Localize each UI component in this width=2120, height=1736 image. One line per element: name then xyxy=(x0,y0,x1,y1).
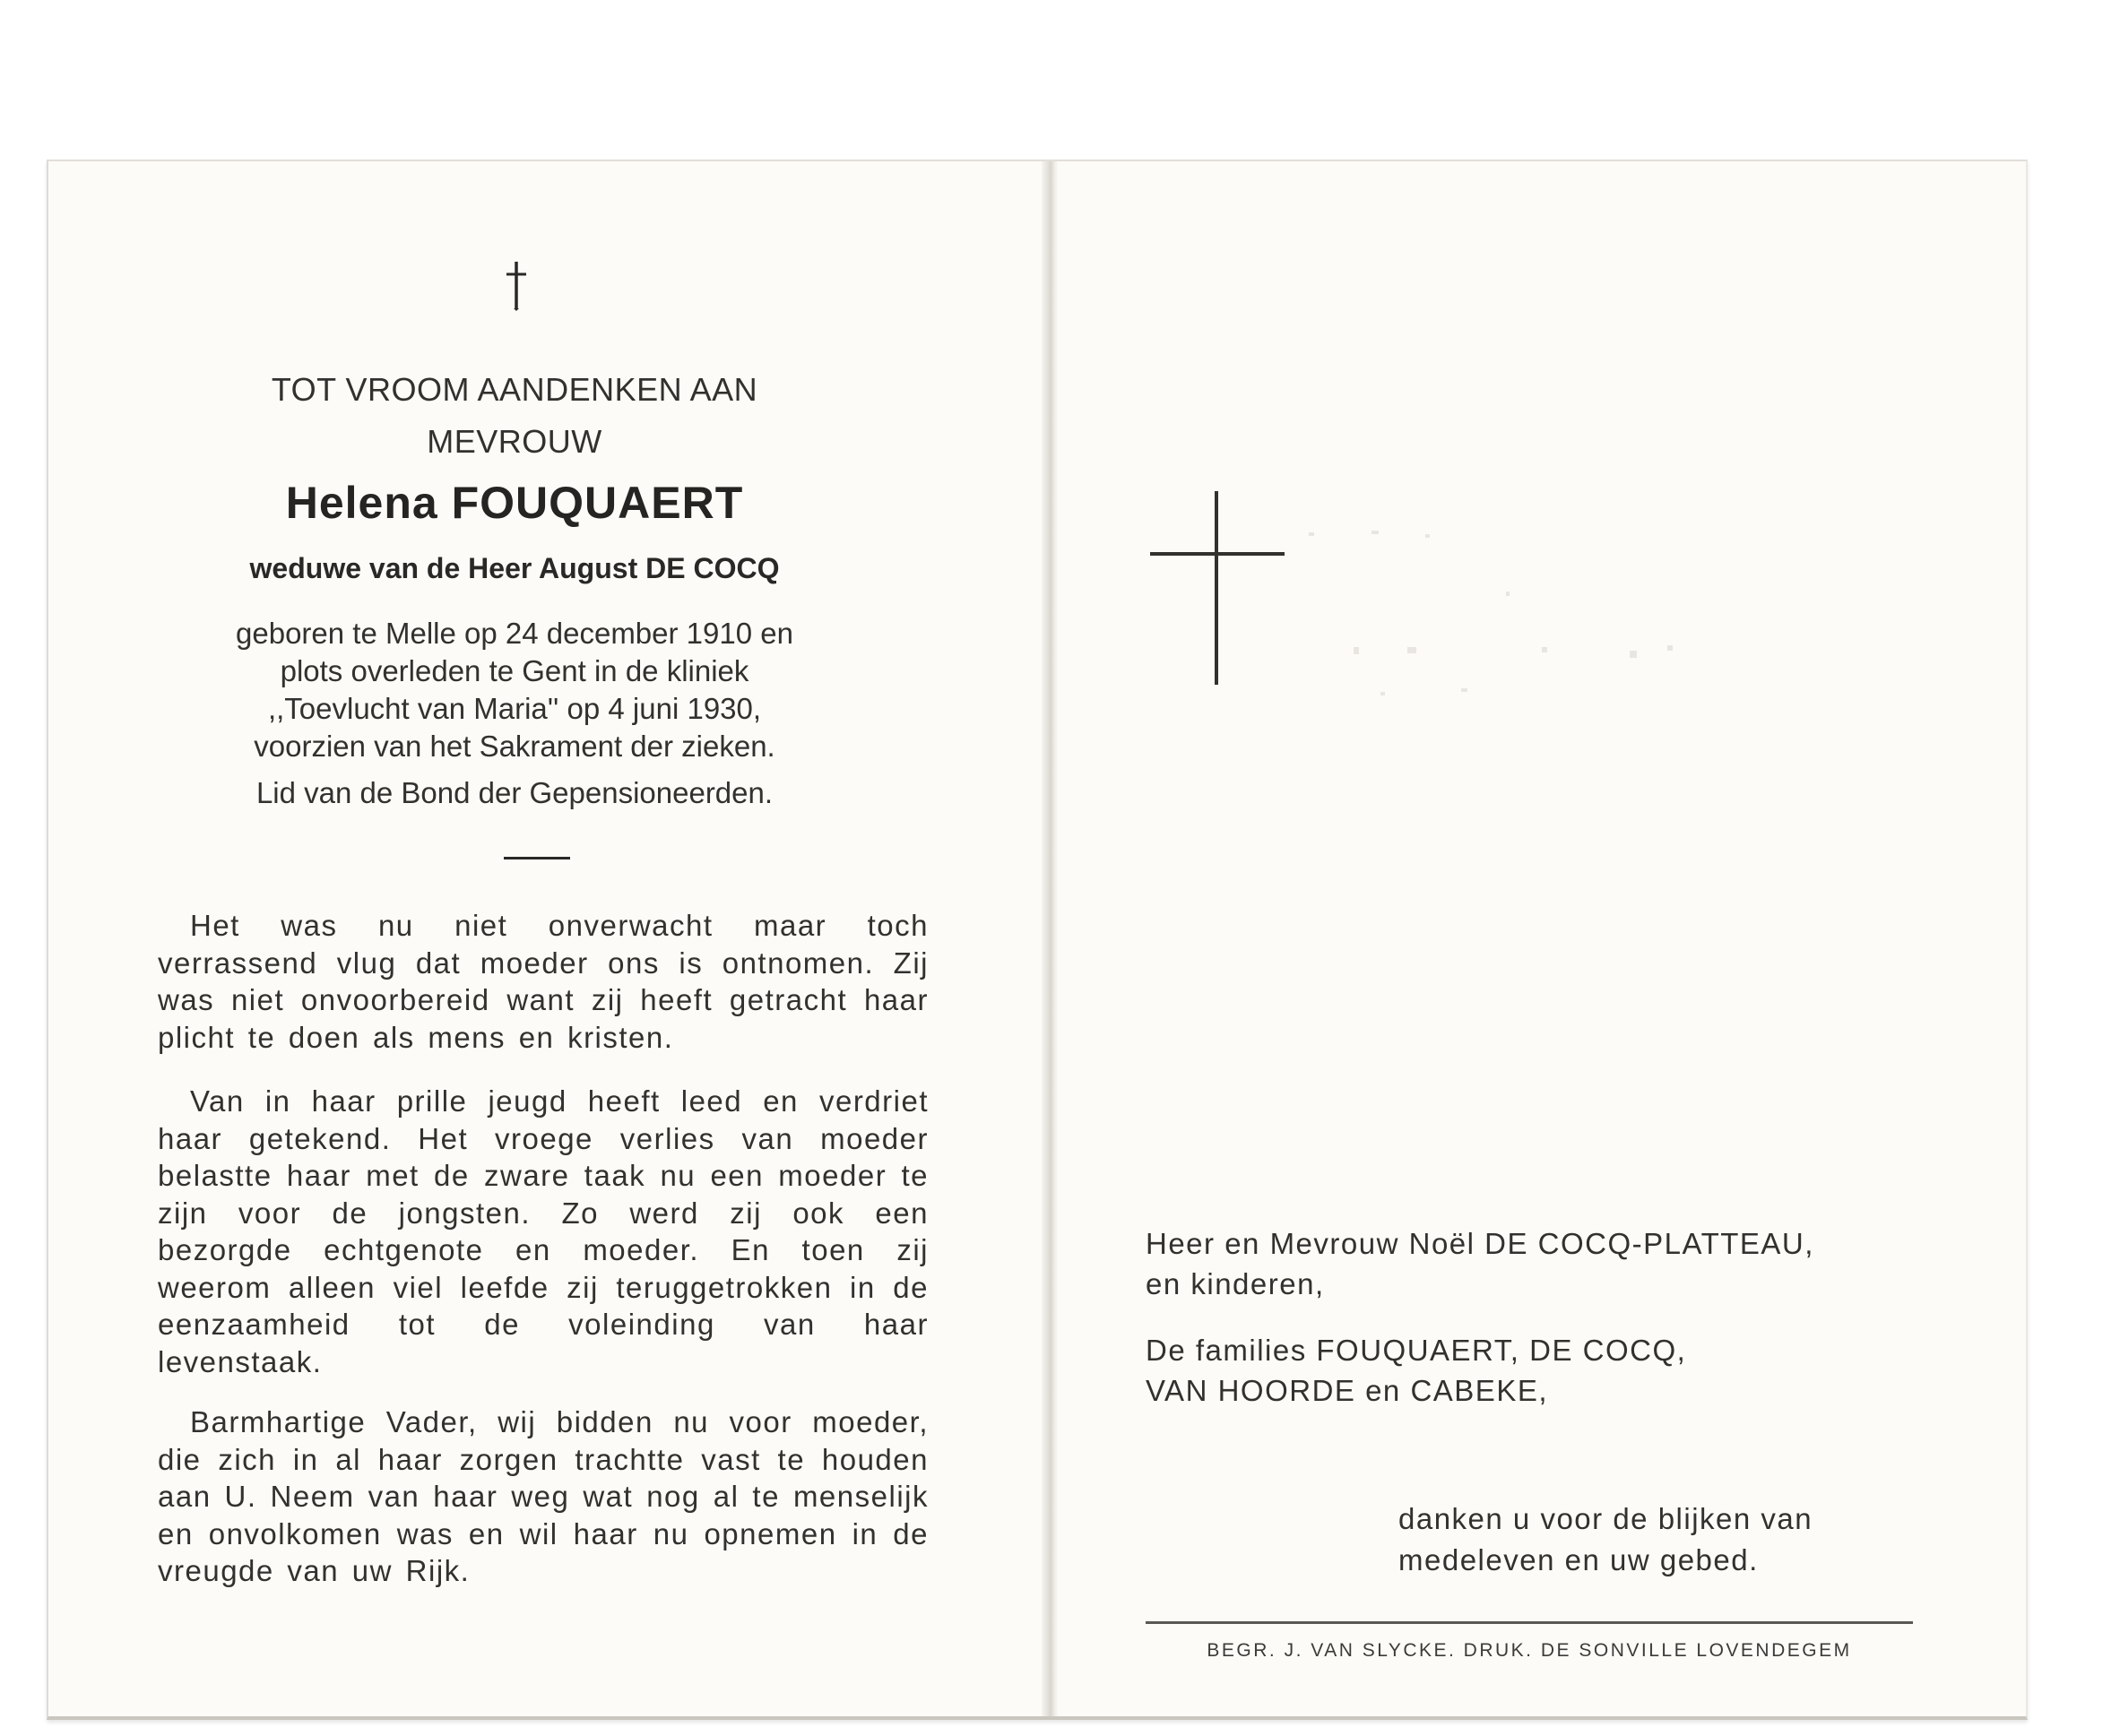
sacrament-info-line: voorzien van het Sakrament der zieken. xyxy=(254,730,775,763)
right-page xyxy=(1058,161,2026,1716)
printer-rule xyxy=(1146,1621,1913,1624)
prayer-paragraph: Barmhartige Vader, wij bidden nu voor moeder, die zich in al haar zorgen trachtte vast te houden aan U. Neem van haar weg wat nog al te menselijk en onvolkomen was en wil haar nu opnemen in de vreugde van uw Rijk. xyxy=(158,1405,929,1587)
heading-line-2: MEVROUW xyxy=(427,423,602,460)
thanks-families-line-1: De families FOUQUAERT, DE COCQ, xyxy=(1146,1334,1687,1367)
memorial-paragraph-2: Van in haar prille jeugd heeft leed en verdriet haar getekend. Het vroege verlies van moeder belastte haar met de zware taak nu een moeder te zijn voor de jongsten. Zo werd zij ook een bezorgde echtgenote en moeder. En toen zij weerom alleen viel leefde zij teruggetrokken in de eenzaamheid tot de voleinding van haar levenstaak. xyxy=(158,1084,929,1378)
thanks-message-line-1: danken u voor de blijken van xyxy=(1398,1502,1813,1535)
clinic-info-line: ,,Toevlucht van Maria'' op 4 juni 1930, xyxy=(267,692,762,725)
thanks-families-line-2: VAN HOORDE en CABEKE, xyxy=(1146,1374,1549,1407)
membership-line: Lid van de Bond der Gepensioneerden. xyxy=(255,776,774,809)
left-page xyxy=(48,161,1042,1716)
printer-credit: BEGR. J. VAN SLYCKE. DRUK. DE SONVILLE LOVENDEGEM xyxy=(1207,1640,1852,1661)
small-cross-icon xyxy=(498,258,534,312)
memorial-card xyxy=(47,160,2028,1720)
deceased-name: Helena FOUQUAERT xyxy=(285,478,744,528)
thanks-family-line-1: Heer en Mevrouw Noël DE COCQ-PLATTEAU, xyxy=(1146,1227,1814,1260)
death-info-line: plots overleden te Gent in de kliniek xyxy=(280,654,749,687)
thanks-message-line-2: medeleven en uw gebed. xyxy=(1398,1543,1759,1576)
large-cross-icon xyxy=(1150,491,1285,685)
widow-of-line: weduwe van de Heer August DE COCQ xyxy=(249,552,780,584)
heading-line-1: TOT VROOM AANDENKEN AAN xyxy=(271,371,758,408)
thanks-family-line-2: en kinderen, xyxy=(1146,1267,1325,1300)
birth-info-line: geboren te Melle op 24 december 1910 en xyxy=(236,617,793,650)
faint-show-through xyxy=(1273,457,1739,744)
card-fold xyxy=(1042,161,1058,1716)
memorial-paragraph-1: Het was nu niet onverwacht maar toch verrassend vlug dat moeder ons is ontnomen. Zij was niet onvoorbereid want zij heeft getracht haar plicht te doen als mens en kristen. xyxy=(158,909,929,1054)
separator-dash xyxy=(504,857,570,859)
